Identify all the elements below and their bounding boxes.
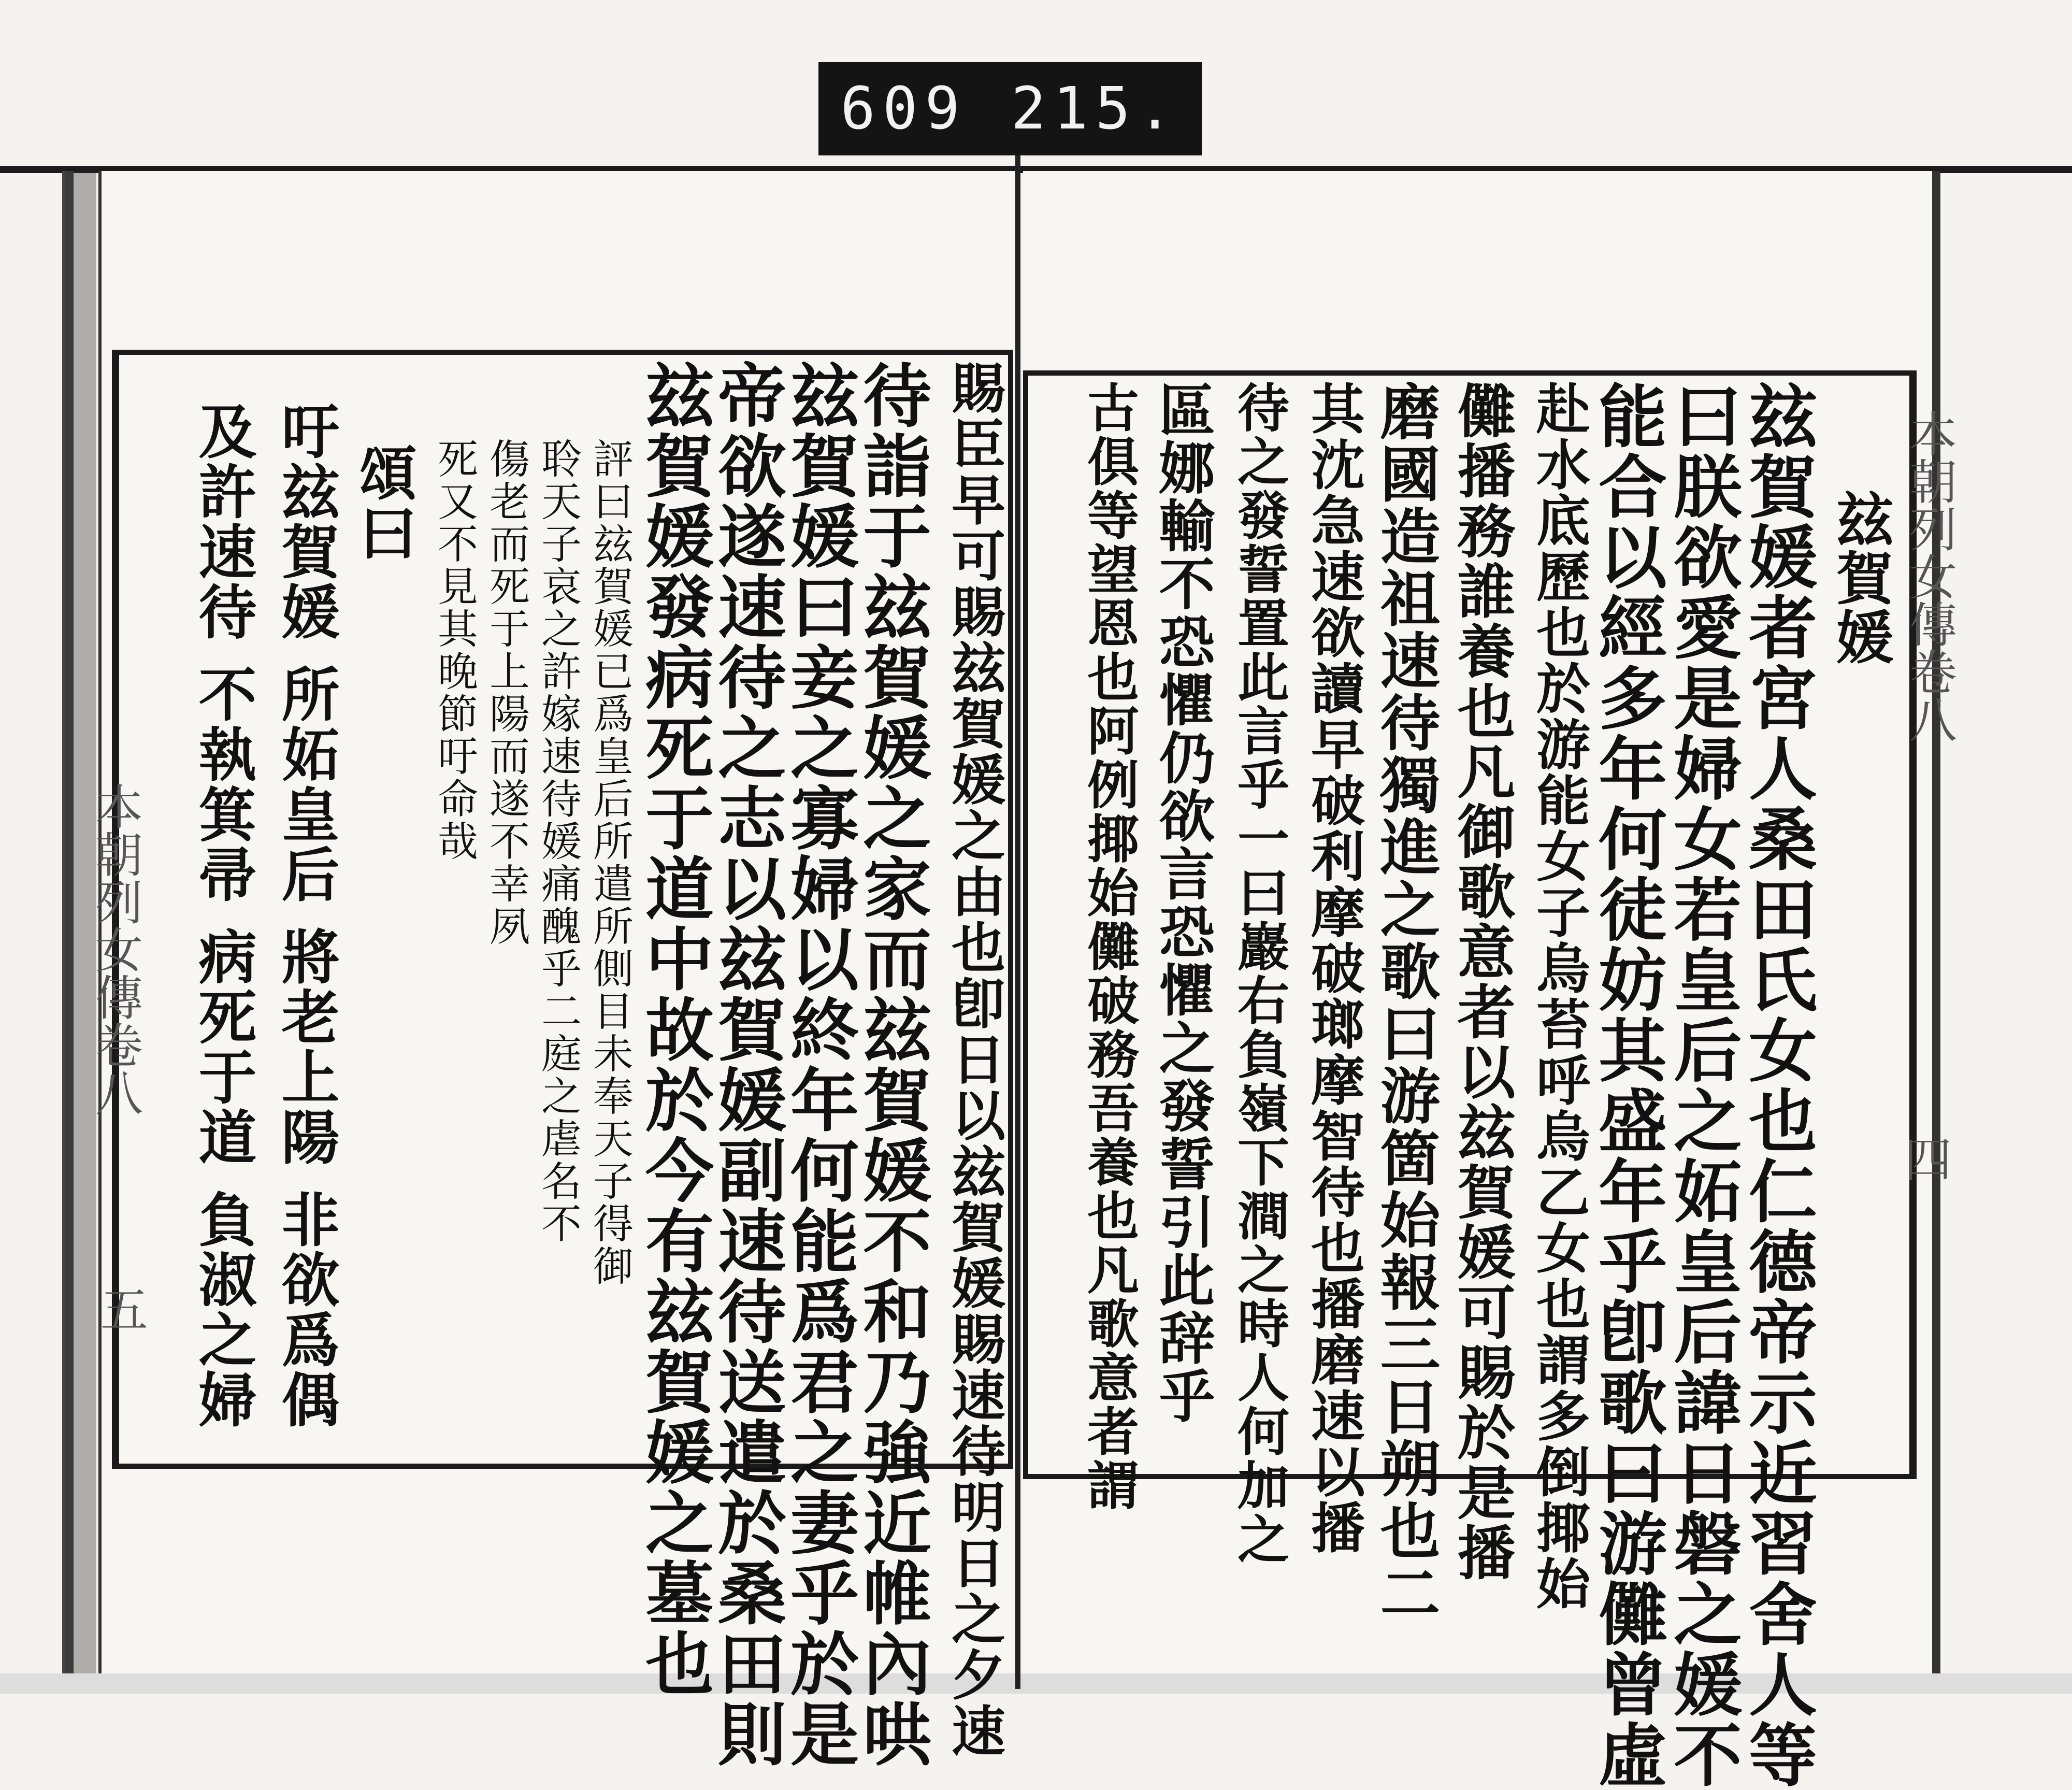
left-col-2: 待詣于玆賀媛之家而玆賀媛不和乃強近帷內哄 <box>851 360 931 1769</box>
commentary-col-1: 評曰玆賀媛已爲皇后所遣所側目未奉天子得御 <box>586 438 633 1287</box>
left-col-3: 玆賀媛曰妾之寡婦以終年何能爲君之妻乎於是 <box>779 360 859 1769</box>
left-page-frame <box>112 350 1013 1769</box>
right-col-3: 能合以經多年何徒妨其盛年乎卽歌曰游儺曾虛 <box>1587 381 1667 1790</box>
left-page-number: 五 <box>93 1285 148 1333</box>
left-edge-stain <box>65 171 96 1673</box>
left-col-5: 玆賀媛發病死于道中故於今有玆賀媛之墓也 <box>634 360 714 1699</box>
left-col-note-1: 賜臣早可賜玆賀媛之由也卽日以玆賀媛賜速待明日之夕速 <box>942 360 1006 1759</box>
commentary-col-3: 傷老而死于上陽而遂不幸夙 <box>483 438 529 948</box>
right-page <box>1023 171 1957 1790</box>
archive-number-plate <box>818 62 1202 155</box>
archive-number-left: 609 <box>840 75 967 142</box>
left-page <box>88 171 1018 1769</box>
chapter-title: 玆賀媛 <box>1827 490 1894 667</box>
right-page-number: 四 <box>1896 1135 1952 1182</box>
right-page-frame <box>1023 370 1917 1790</box>
right-col-1: 玆賀媛者宮人桑田氏女也仁德帝示近習舍人等 <box>1737 381 1817 1790</box>
verse-col-1: 吁玆賀媛 所妬皇后 將老上陽 非欲爲偶 <box>272 402 340 1430</box>
verse-heading: 頌曰 <box>350 443 418 563</box>
right-col-7: 其沈急速欲讀早破利摩破瑯摩智待也播磨速以播 <box>1302 381 1365 1556</box>
commentary-col-2: 聆天子哀之許嫁速待媛痛醜乎二庭之虐名不 <box>535 438 581 1245</box>
book-binding-gutter <box>1015 155 1020 1689</box>
right-margin-title: 本朝列女傳卷八 <box>1902 409 1957 743</box>
right-col-8: 待之發誓置此言乎一曰巖右負嶺下澗之時人何加之 <box>1229 381 1290 1566</box>
archive-number-right: 215. <box>1011 75 1180 142</box>
right-col-6: 磨國造祖速待獨進之歌曰游箇始報三日朔也二 <box>1370 381 1441 1624</box>
right-col-10: 古俱等望恩也阿例揶始儺破務吾養也凡歌意者謂 <box>1078 381 1140 1512</box>
verse-col-2: 及許速待 不執箕帚 病死于道 負淑之婦 <box>189 402 257 1430</box>
left-margin-title: 本朝列女傳卷八 <box>88 782 143 1116</box>
right-col-9: 區娜輸不恐懼仍欲言恐懼之發誓引此辞乎 <box>1149 381 1215 1425</box>
right-col-5: 儺播務誰養也凡御歌意者以玆賀媛可賜於是播 <box>1448 381 1516 1583</box>
right-col-2: 曰朕欲愛是婦女若皇后之妬皇后諱日磐之媛不 <box>1662 381 1742 1790</box>
right-col-4: 赴水底歷也於游能女子烏苔呼烏乙女也謂多倒揶始 <box>1527 381 1591 1612</box>
commentary-col-4: 死又不見其晚節吁命哉 <box>431 438 478 863</box>
left-col-4: 帝欲遂速待之志以玆賀媛副速待送遣於桑田則 <box>706 360 786 1769</box>
